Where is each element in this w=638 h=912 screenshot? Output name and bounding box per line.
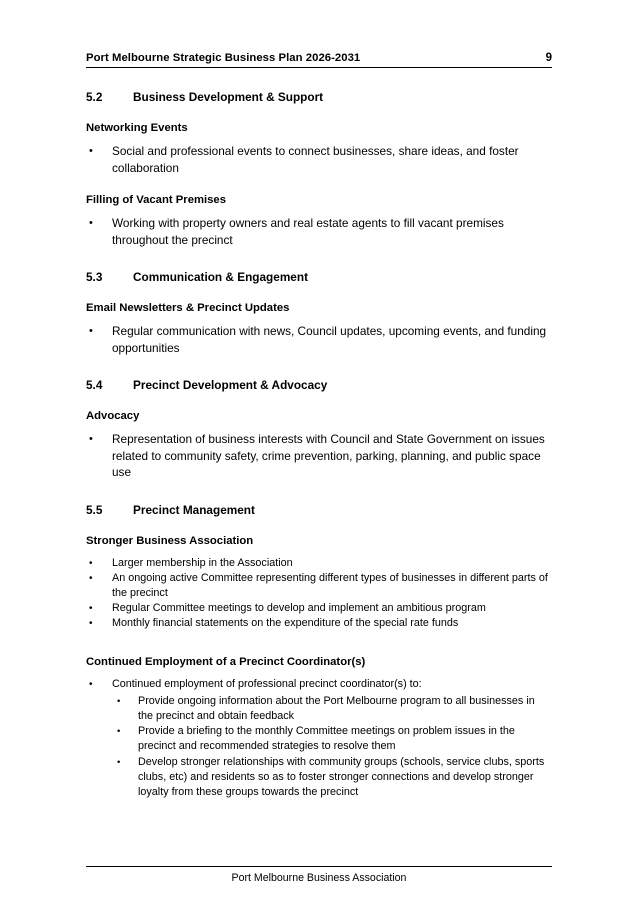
list-item: • Representation of business interests with Council and State Government on issues related to community safety, crime prevention, parking, planning, and public space use — [86, 431, 552, 481]
page-content — [86, 0, 552, 800]
section-title-5-5: Precinct Management — [133, 502, 255, 517]
list-item: • Monthly financial statements on the expenditure of the special rate funds — [86, 616, 552, 631]
list-item: • Provide a briefing to the monthly Committee meetings on problem issues in the precinct and recommended strategies to resolve them — [112, 724, 552, 754]
header-title: Port Melbourne Strategic Business Plan 2026-2031 — [86, 52, 361, 64]
section-heading-5-3 — [86, 270, 552, 284]
section-title-5-2: Business Development & Support — [133, 90, 324, 104]
list-item: • Working with property owners and real estate agents to fill vacant premises throughout the precinct — [86, 215, 552, 248]
section-heading-5-4 — [86, 378, 552, 392]
list-item: • Social and professional events to connect businesses, share ideas, and foster collaboration — [86, 143, 552, 176]
list-item: • Provide ongoing information about the Port Melbourne program to all businesses in the precinct and obtain feedback — [112, 694, 552, 724]
section-number-5-5: 5.5 — [86, 502, 103, 517]
bullet-list-stronger-business-association — [86, 556, 552, 632]
sub-heading-precinct-coordinator: Continued Employment of a Precinct Coordinator(s) — [86, 655, 366, 668]
sub-heading-stronger-business-association: Stronger Business Association — [86, 534, 254, 547]
footer-text: Port Melbourne Business Association — [231, 872, 407, 884]
list-item: • Develop stronger relationships with community groups (schools, service clubs, sports clubs, etc) and residents so as to foster stronger connections and develop stronger loyalty from these groups towards the precinct — [112, 755, 552, 801]
sub-heading-networking-events: Networking Events — [86, 122, 188, 134]
bullet-list-email-newsletters — [86, 323, 552, 356]
page-footer — [86, 866, 552, 884]
header-page-number: 9 — [545, 52, 552, 64]
list-item: • An ongoing active Committee representing different types of businesses in different parts of the precinct — [86, 571, 552, 601]
bullet-list-filling-vacant-premises — [86, 215, 552, 248]
sub-heading-filling-vacant-premises: Filling of Vacant Premises — [86, 194, 227, 206]
list-item: • Larger membership in the Association — [86, 556, 552, 571]
section-heading-5-5 — [86, 503, 552, 517]
bullet-list-precinct-coordinator-details — [86, 694, 552, 800]
section-number-5-3: 5.3 — [86, 270, 103, 284]
section-title-5-4: Precinct Development & Advocacy — [133, 378, 328, 392]
section-number-5-2: 5.2 — [86, 90, 103, 104]
bullet-list-advocacy — [86, 431, 552, 481]
sub-heading-email-newsletters: Email Newsletters & Precinct Updates — [86, 302, 290, 314]
page-header — [86, 52, 552, 68]
spacer — [86, 632, 552, 638]
sub-heading-advocacy: Advocacy — [86, 410, 140, 422]
section-number-5-4: 5.4 — [86, 378, 103, 392]
list-item: • Continued employment of professional precinct coordinator(s) to: — [86, 677, 552, 692]
bullet-list-precinct-coordinator — [86, 677, 552, 692]
list-item: • Regular Committee meetings to develop and implement an ambitious program — [86, 601, 552, 616]
section-heading-5-2 — [86, 90, 552, 104]
bullet-list-networking-events — [86, 143, 552, 176]
section-title-5-3: Communication & Engagement — [133, 270, 309, 284]
list-item: • Regular communication with news, Council updates, upcoming events, and funding opportunities — [86, 323, 552, 356]
